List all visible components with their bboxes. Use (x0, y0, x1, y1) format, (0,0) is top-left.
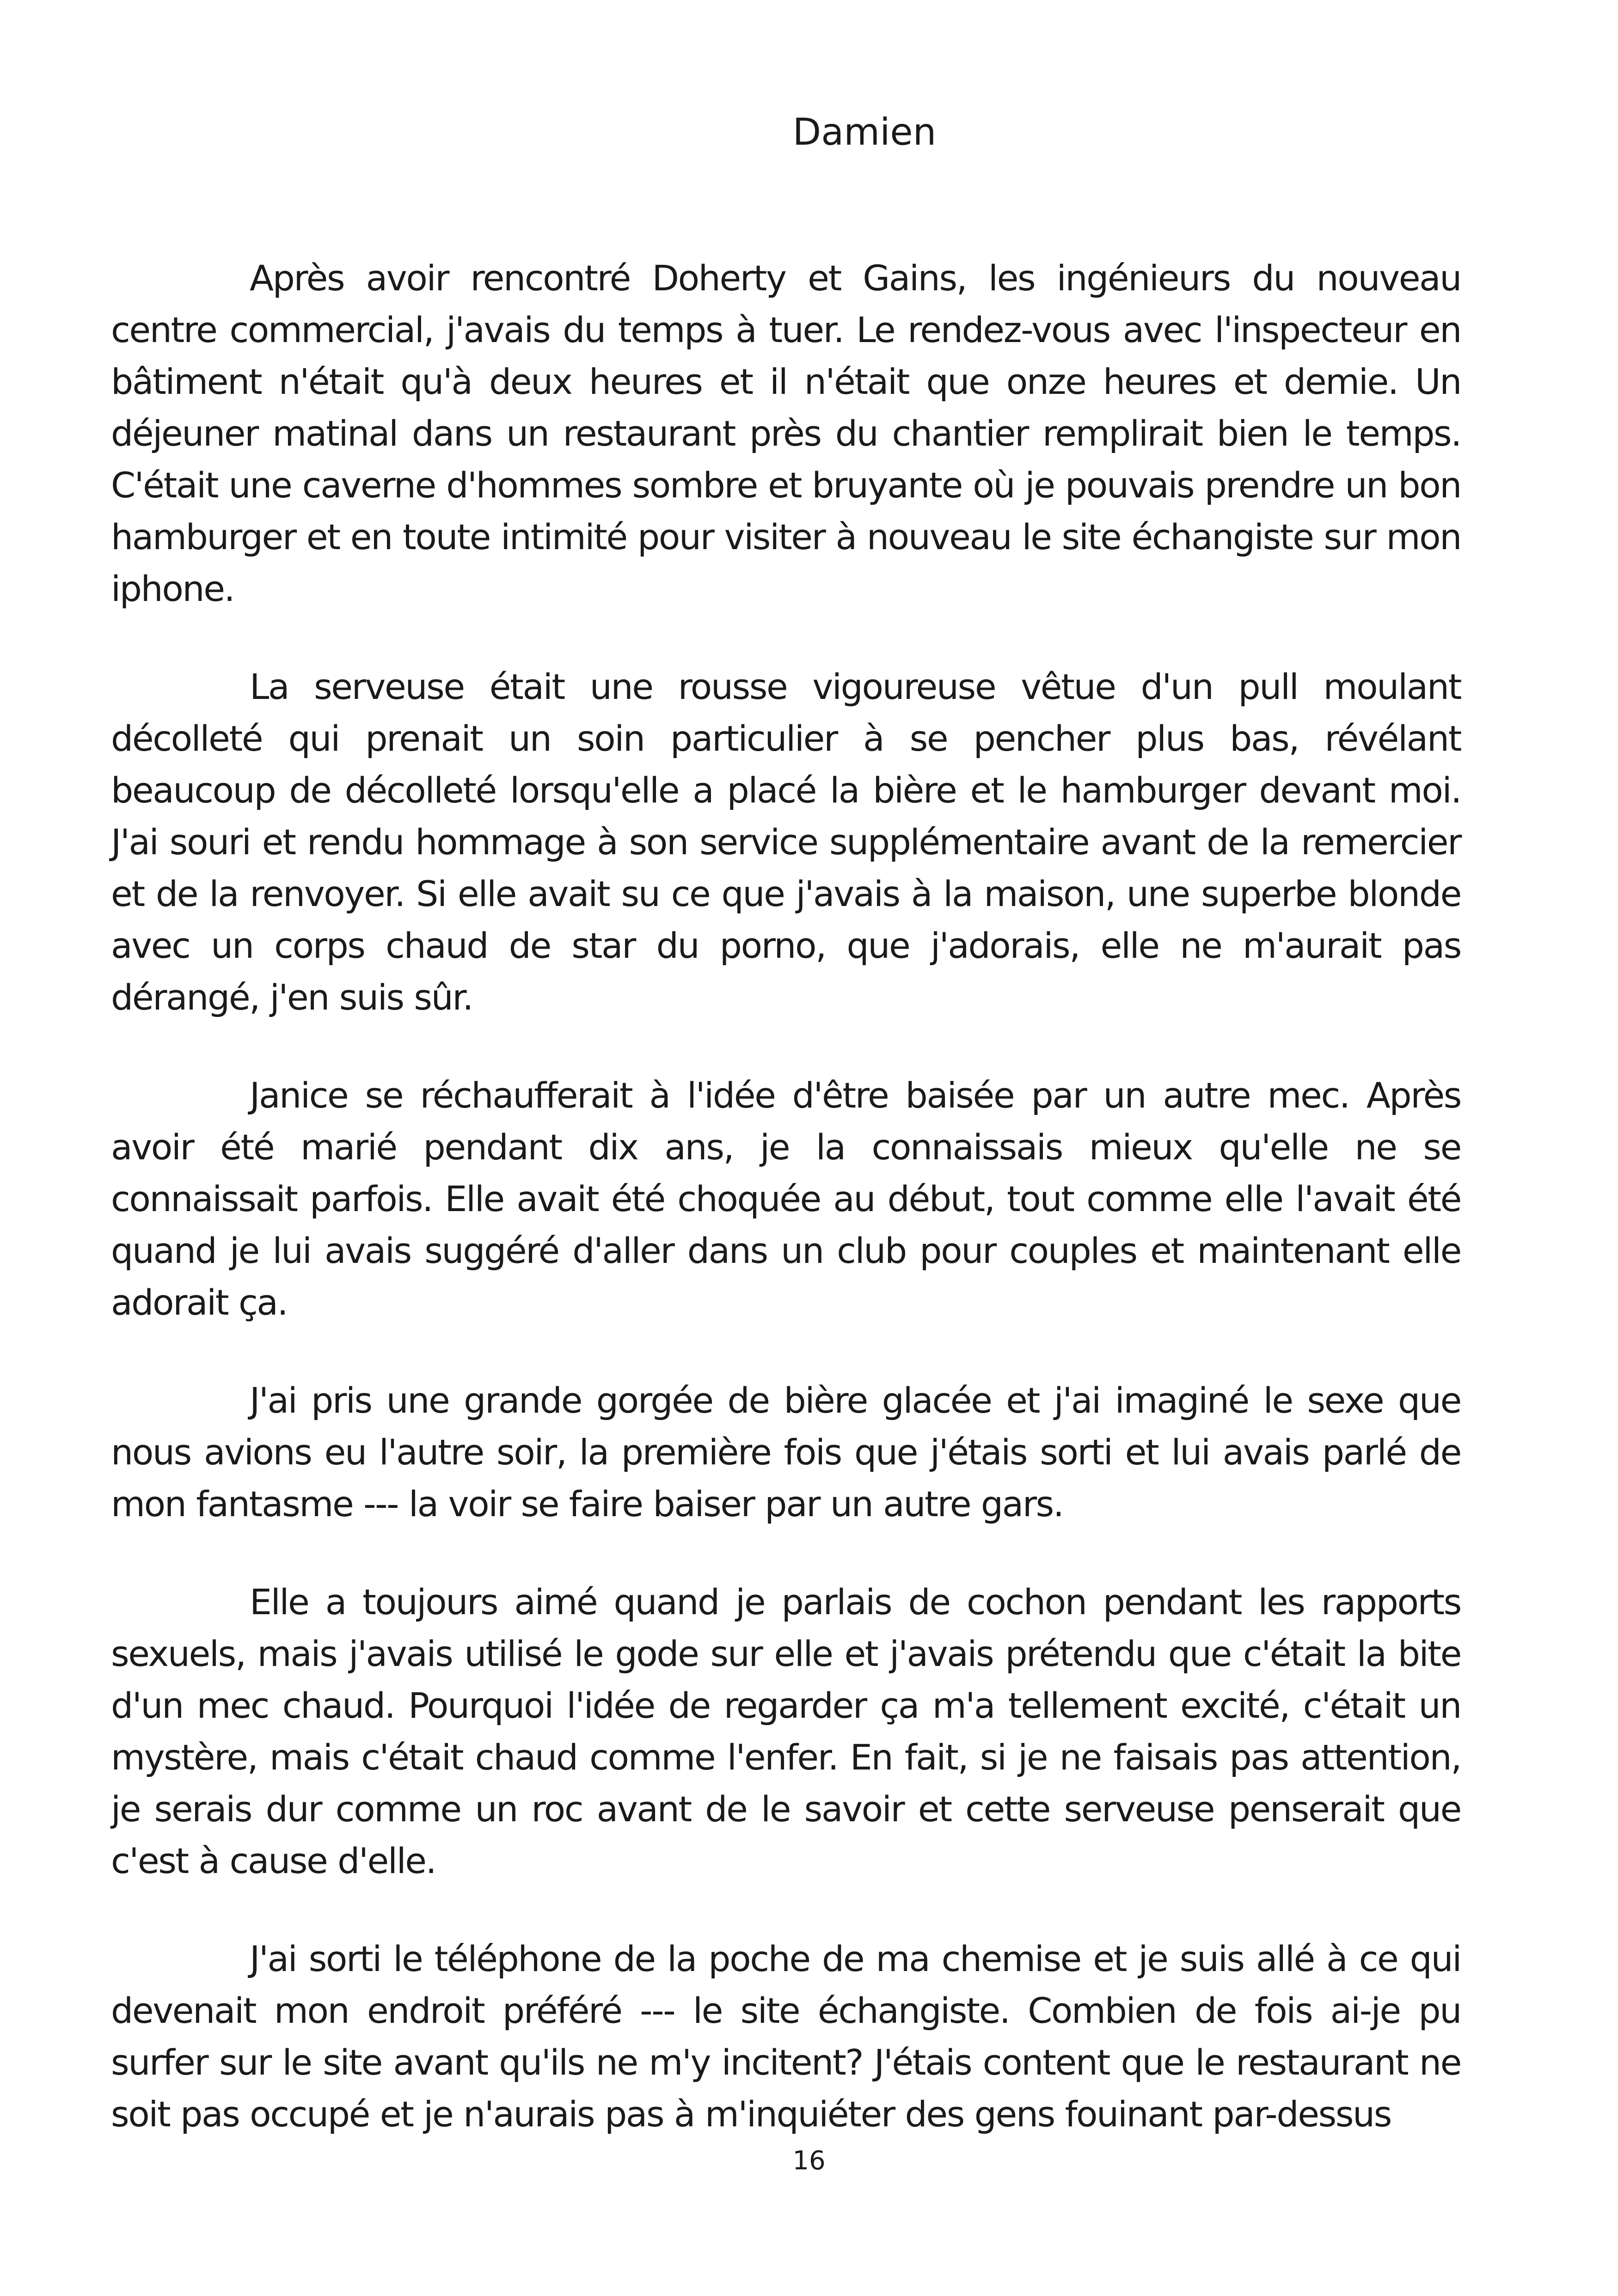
paragraph-1: Après avoir rencontré Doherty et Gains, les ingénieurs du nouveau centre commercial, j'avais du temps à tuer. Le rendez-vous avec l'inspecteur en bâtiment n'était qu'à deux heures et il n'était que onze heures et demie. Un déjeuner matinal dans un restaurant près du chantier remplirait bien le temps. C'était une caverne d'hommes sombre et bruyante où je pouvais prendre un bon hamburger et en toute intimité pour visiter à nouveau le site échangiste sur mon iphone. (111, 257, 1461, 609)
paragraph-4: J'ai pris une grande gorgée de bière glacée et j'ai imaginé le sexe que nous avions eu l'autre soir, la première fois que j'étais sorti et lui avais parlé de mon fantasme --- la voir se faire baiser par un autre gars. (111, 1380, 1461, 1525)
paragraph-6: J'ai sorti le téléphone de la poche de ma chemise et je suis allé à ce qui devenait mon endroit préféré --- le site échangiste. Combien de fois ai-je pu surfer sur le site avant qu'ils ne m'y incitent? J'étais content que le restaurant ne soit pas occupé et je n'aurais pas à m'inquiéter des gens fouinant par-dessus (111, 1938, 1461, 2135)
chapter-title: Damien (792, 110, 937, 153)
body-text (111, 252, 1461, 2186)
paragraph-2: La serveuse était une rousse vigoureuse vêtue d'un pull moulant décolleté qui prenait un soin particulier à se pencher plus bas, révélant beaucoup de décolleté lorsqu'elle a placé la bière et le hamburger devant moi. J'ai souri et rendu hommage à son service supplémentaire avant de la remercier et de la renvoyer. Si elle avait su ce que j'avais à la maison, une superbe blonde avec un corps chaud de star du porno, que j'adorais, elle ne m'aurait pas dérangé, j'en suis sûr. (111, 666, 1461, 1018)
paragraph-5: Elle a toujours aimé quand je parlais de cochon pendant les rapports sexuels, mais j'avais utilisé le gode sur elle et j'avais prétendu que c'était la bite d'un mec chaud. Pourquoi l'idée de regarder ça m'a tellement excité, c'était un mystère, mais c'était chaud comme l'enfer. En fait, si je ne faisais pas attention, je serais dur comme un roc avant de le savoir et cette serveuse penserait que c'est à cause d'elle. (111, 1581, 1461, 1881)
paragraph-3: Janice se réchaufferait à l'idée d'être baisée par un autre mec. Après avoir été marié pendant dix ans, je la connaissais mieux qu'elle ne se connaissait parfois. Elle avait été choquée au début, tout comme elle l'avait été quand je lui avais suggéré d'aller dans un club pour couples et maintenant elle adorait ça. (111, 1075, 1461, 1323)
page-number: 16 (792, 2146, 826, 2176)
